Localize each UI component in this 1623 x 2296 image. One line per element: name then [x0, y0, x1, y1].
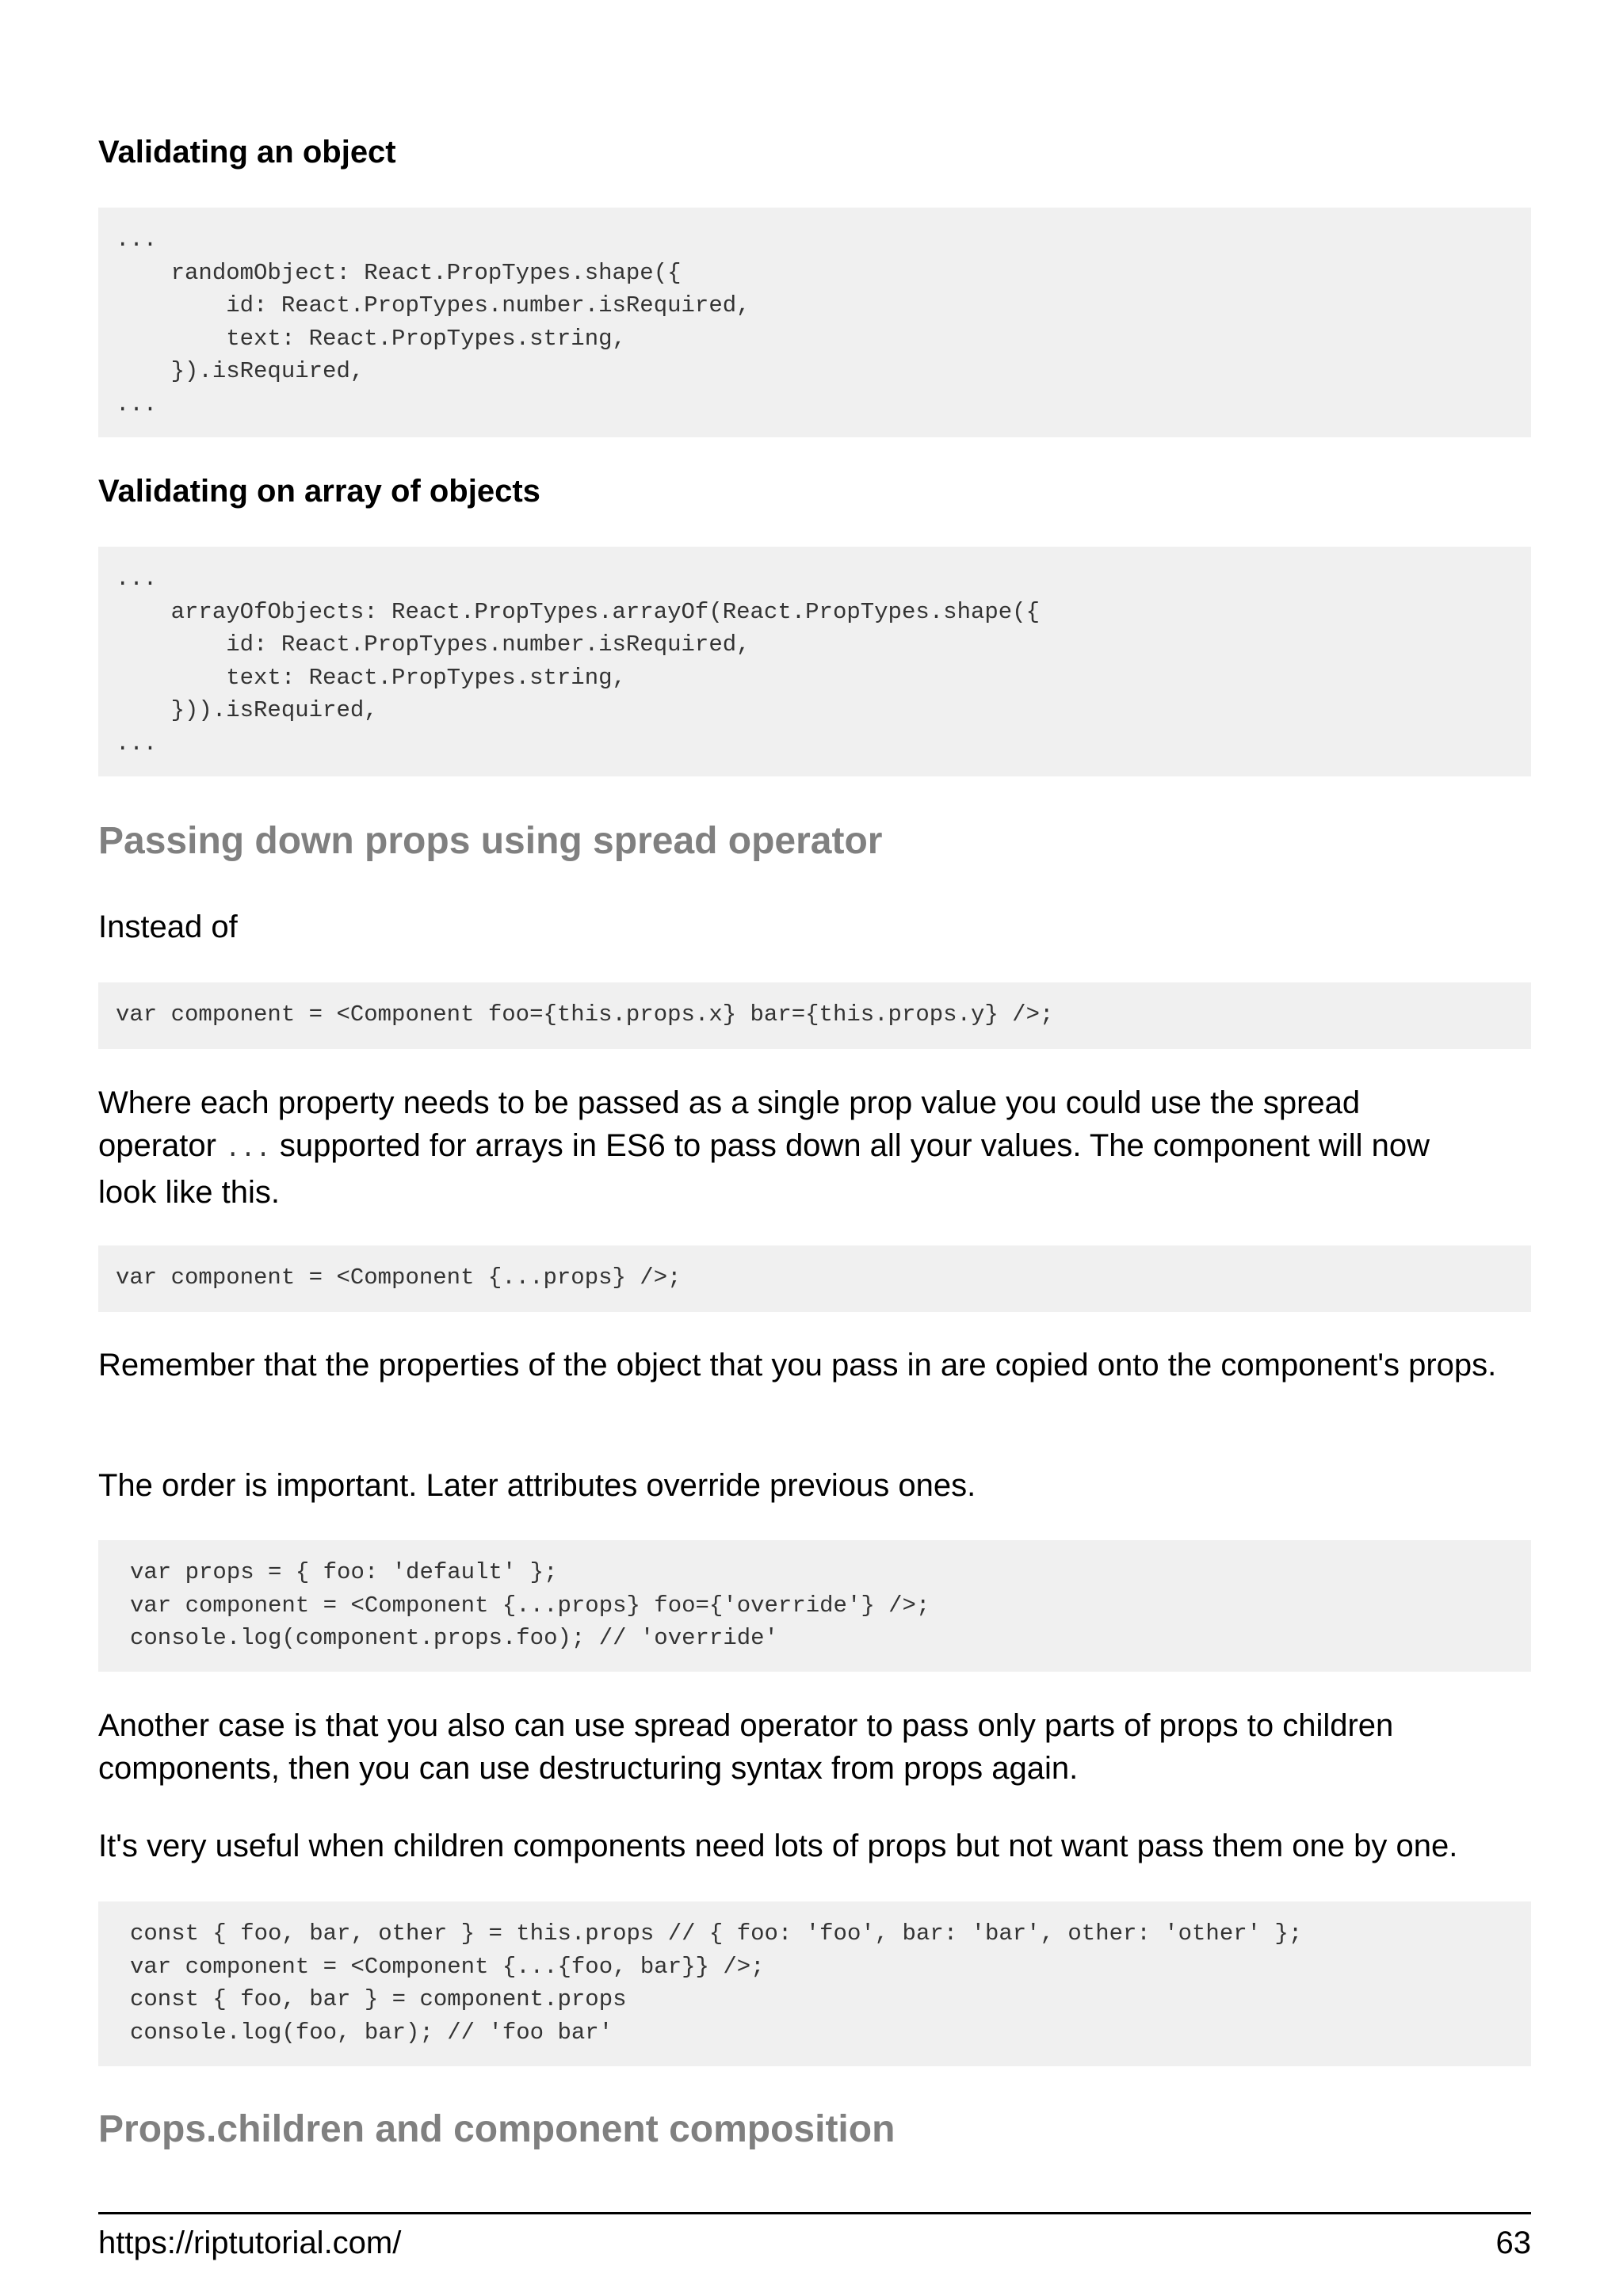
code-line: ...: [116, 730, 158, 757]
code-block-array: [98, 547, 1531, 776]
code-line: ...: [116, 566, 158, 592]
paragraph-order: The order is important. Later attributes override previous ones.: [98, 1468, 976, 1503]
code-line: id: React.PropTypes.number.isRequired,: [116, 292, 750, 318]
code-block-object: [98, 208, 1531, 437]
code-block-order: [98, 1540, 1531, 1672]
code-line: }).isRequired,: [116, 358, 365, 384]
paragraph-very-useful: It's very useful when children components need lots of props but not want pass them one by one.: [98, 1829, 1458, 1863]
code-line: const { foo, bar } = component.props: [130, 1986, 627, 2012]
code-line: console.log(foo, bar); // 'foo bar': [130, 2019, 613, 2046]
page-number: 63: [1495, 2225, 1531, 2260]
inline-code-spread: ...: [225, 1135, 271, 1164]
heading-validating-object: Validating an object: [98, 135, 396, 170]
code-line: })).isRequired,: [116, 697, 378, 723]
code-line: text: React.PropTypes.string,: [116, 664, 626, 691]
code-block-destructuring: [98, 1901, 1531, 2066]
code-line: var component = <Component {...props} foo={'override'} />;: [130, 1592, 930, 1619]
code-block-spread: [98, 1245, 1531, 1312]
paragraph-instead-of: Instead of: [98, 910, 238, 944]
paragraph-where-line-1: Where each property needs to be passed as a single prop value you could use the spread: [98, 1085, 1361, 1120]
heading-validating-array: Validating on array of objects: [98, 474, 540, 509]
code-line: var component = <Component {...props} />;: [116, 1264, 682, 1291]
code-line: text: React.PropTypes.string,: [116, 325, 626, 352]
paragraph-remember: Remember that the properties of the object that you pass in are copied onto the component's props.: [98, 1348, 1497, 1383]
code-line: randomObject: React.PropTypes.shape({: [116, 259, 682, 286]
code-line: ...: [116, 227, 158, 253]
code-line: var props = { foo: 'default' };: [130, 1559, 558, 1585]
text-supported: supported for arrays in ES6 to pass down all your values. The component will now: [270, 1128, 1430, 1163]
code-line: ...: [116, 391, 158, 418]
heading-props-children: Props.children and component composition: [98, 2108, 896, 2150]
paragraph-where-each: [98, 1081, 1531, 1214]
footer-divider: [98, 2212, 1531, 2214]
paragraph-where-line-2: [98, 1124, 1531, 1171]
paragraph-another-case: Another case is that you also can use spread operator to pass only parts of props to children components, then you can use destructuring syntax from props again.: [98, 1708, 1394, 1786]
code-block-instead: [98, 982, 1531, 1049]
code-line: const { foo, bar, other } = this.props // { foo: 'foo', bar: 'bar', other: 'other' };: [130, 1920, 1303, 1947]
code-line: arrayOfObjects: React.PropTypes.arrayOf(React.PropTypes.shape({: [116, 598, 1040, 625]
paragraph-where-line-3: look like this.: [98, 1175, 280, 1210]
code-line: var component = <Component {...{foo, bar}} />;: [130, 1953, 765, 1980]
heading-spread-operator: Passing down props using spread operator: [98, 820, 883, 862]
code-line: console.log(component.props.foo); // 'override': [130, 1625, 778, 1651]
code-line: var component = <Component foo={this.props.x} bar={this.props.y} />;: [116, 1001, 1054, 1028]
footer-url: https://riptutorial.com/: [98, 2225, 402, 2260]
code-line: id: React.PropTypes.number.isRequired,: [116, 631, 750, 658]
text-operator: operator: [98, 1128, 226, 1163]
